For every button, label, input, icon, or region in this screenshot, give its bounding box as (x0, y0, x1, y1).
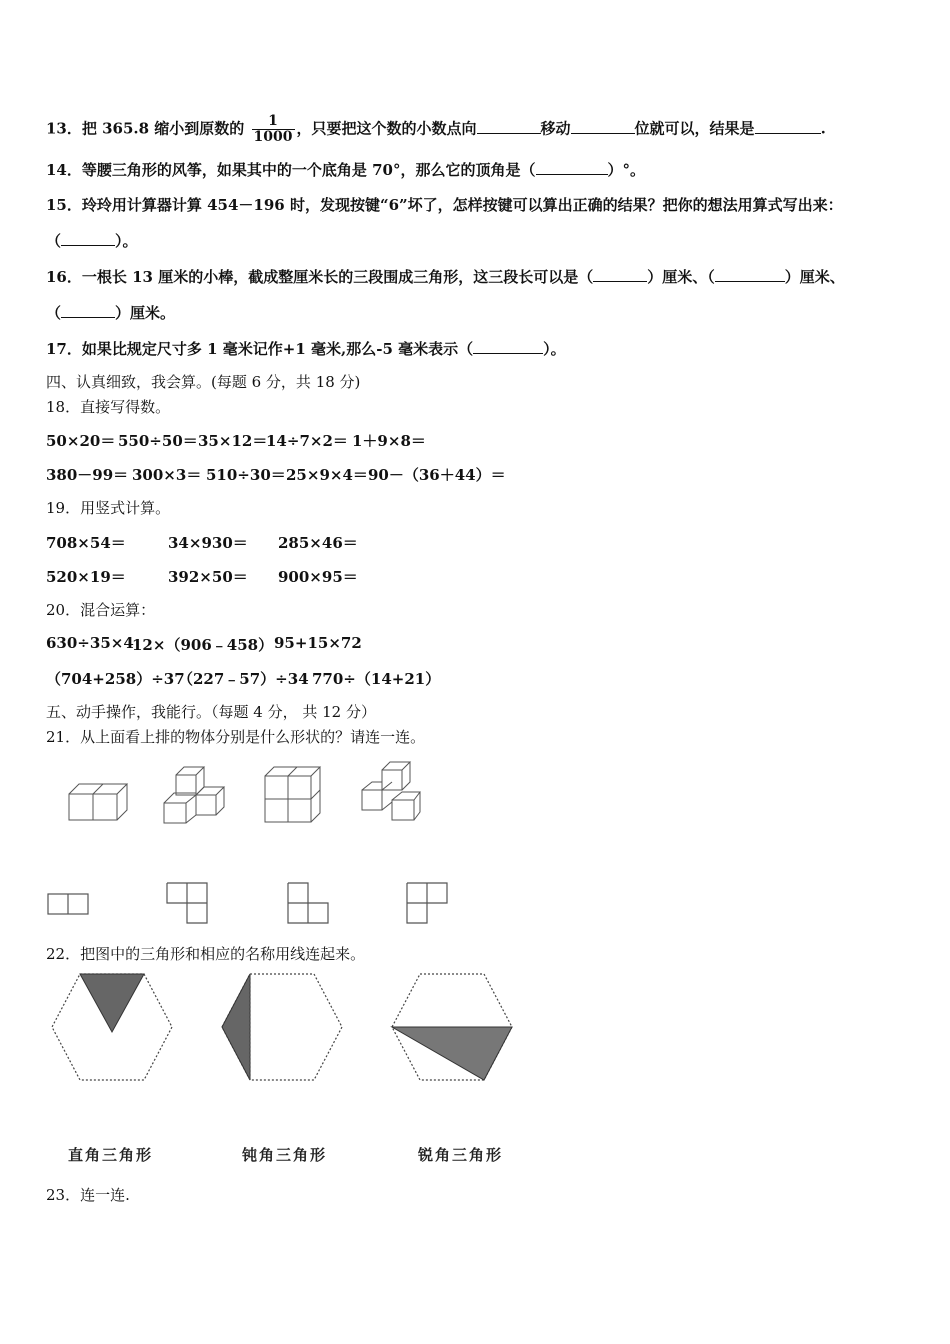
expression: 392×50＝ (168, 568, 248, 586)
fraction: $\frac{1}{1000}$ (253, 113, 293, 145)
question-23-title: 23．连一连. (46, 1186, 130, 1204)
label-right-triangle: 直角三角形 (68, 1146, 154, 1164)
label-acute-triangle: 锐角三角形 (418, 1146, 504, 1164)
question-17: 17．如果比规定尺寸多 1 毫米记作+1 毫米,那么-5 毫米表示（ ）。 (46, 340, 566, 358)
answer-blank[interactable] (536, 160, 608, 175)
question-16: 16．一根长 13 厘米的小棒，截成整厘米长的三段围成三角形，这三段长可以是（ ）厘米、（ ）厘米、 (46, 268, 845, 286)
cube-figure-1 (68, 782, 128, 822)
cube-figure-2 (162, 765, 226, 825)
expression: 1＋9×8＝ (352, 432, 426, 450)
answer-blank[interactable] (61, 303, 115, 318)
expression: 900×95＝ (278, 568, 358, 586)
question-19-title: 19．用竖式计算。 (46, 499, 171, 517)
question-15-answer: （ ）。 (46, 232, 138, 250)
expression: 708×54＝ (46, 534, 126, 552)
top-view-1 (47, 893, 91, 917)
cube-figure-4 (358, 760, 422, 822)
answer-blank[interactable] (477, 119, 541, 134)
expression: 550÷50＝ (118, 432, 198, 450)
expression: 510÷30＝ (206, 466, 286, 484)
question-14: 14．等腰三角形的风筝，如果其中的一个底角是 70°，那么它的顶角是（ ）°。 (46, 161, 646, 179)
question-13: 13．把 365.8 缩小到原数的 $\frac{1}{1000}$ ，只要把这个数的小数点向 移动 位就可以，结果是 . (46, 113, 826, 145)
label-obtuse-triangle: 钝角三角形 (242, 1146, 328, 1164)
question-22-title: 22．把图中的三角形和相应的名称用线连起来。 (46, 945, 366, 963)
question-18-title: 18．直接写得数。 (46, 398, 171, 416)
answer-blank[interactable] (61, 231, 115, 246)
expression: 770÷（14+21） (312, 670, 441, 688)
answer-blank[interactable] (571, 119, 635, 134)
question-number: 13 (46, 119, 67, 138)
expression: 95+15×72 (274, 634, 362, 652)
answer-blank[interactable] (755, 119, 821, 134)
expression: （227﹣57）÷34 (178, 670, 309, 688)
top-view-4 (406, 882, 452, 926)
hexagon-obtuse-triangle (220, 972, 344, 1082)
expression: 35×12＝ (198, 432, 268, 450)
top-view-3 (287, 882, 333, 926)
section-5-heading: 五、动手操作，我能行。（每题 4 分， 共 12 分） (46, 703, 376, 721)
section-4-heading: 四、认真细致，我会算。(每题 6 分，共 18 分) (46, 373, 361, 391)
question-15: 15．玲玲用计算器计算 454－196 时，发现按键“6”坏了，怎样按键可以算出正确的结果？把你的想法用算式写出来： (46, 196, 843, 214)
cube-figure-3 (264, 766, 322, 824)
expression: 380－99＝ (46, 466, 129, 484)
top-view-2 (166, 882, 212, 926)
expression: 14÷7×2＝ (266, 432, 348, 450)
answer-blank[interactable] (473, 339, 543, 354)
answer-blank[interactable] (593, 267, 647, 282)
hexagon-acute-triangle (390, 972, 514, 1082)
expression: 90－（36＋44）＝ (368, 466, 506, 484)
expression: 520×19＝ (46, 568, 126, 586)
answer-blank[interactable] (715, 267, 785, 282)
expression: 34×930＝ (168, 534, 248, 552)
expression: 12×（906﹣458） (132, 636, 274, 654)
hexagon-right-triangle (50, 972, 174, 1082)
question-20-title: 20．混合运算： (46, 601, 156, 619)
expression: 300×3＝ (132, 466, 202, 484)
expression: （704+258）÷37 (46, 670, 185, 688)
expression: 25×9×4＝ (286, 466, 368, 484)
question-16-answer: （ ）厘米。 (46, 304, 176, 322)
expression: 630÷35×4 (46, 634, 134, 652)
expression: 285×46＝ (278, 534, 358, 552)
question-21-title: 21．从上面看上排的物体分别是什么形状的？请连一连。 (46, 728, 426, 746)
expression: 50×20＝ (46, 432, 116, 450)
